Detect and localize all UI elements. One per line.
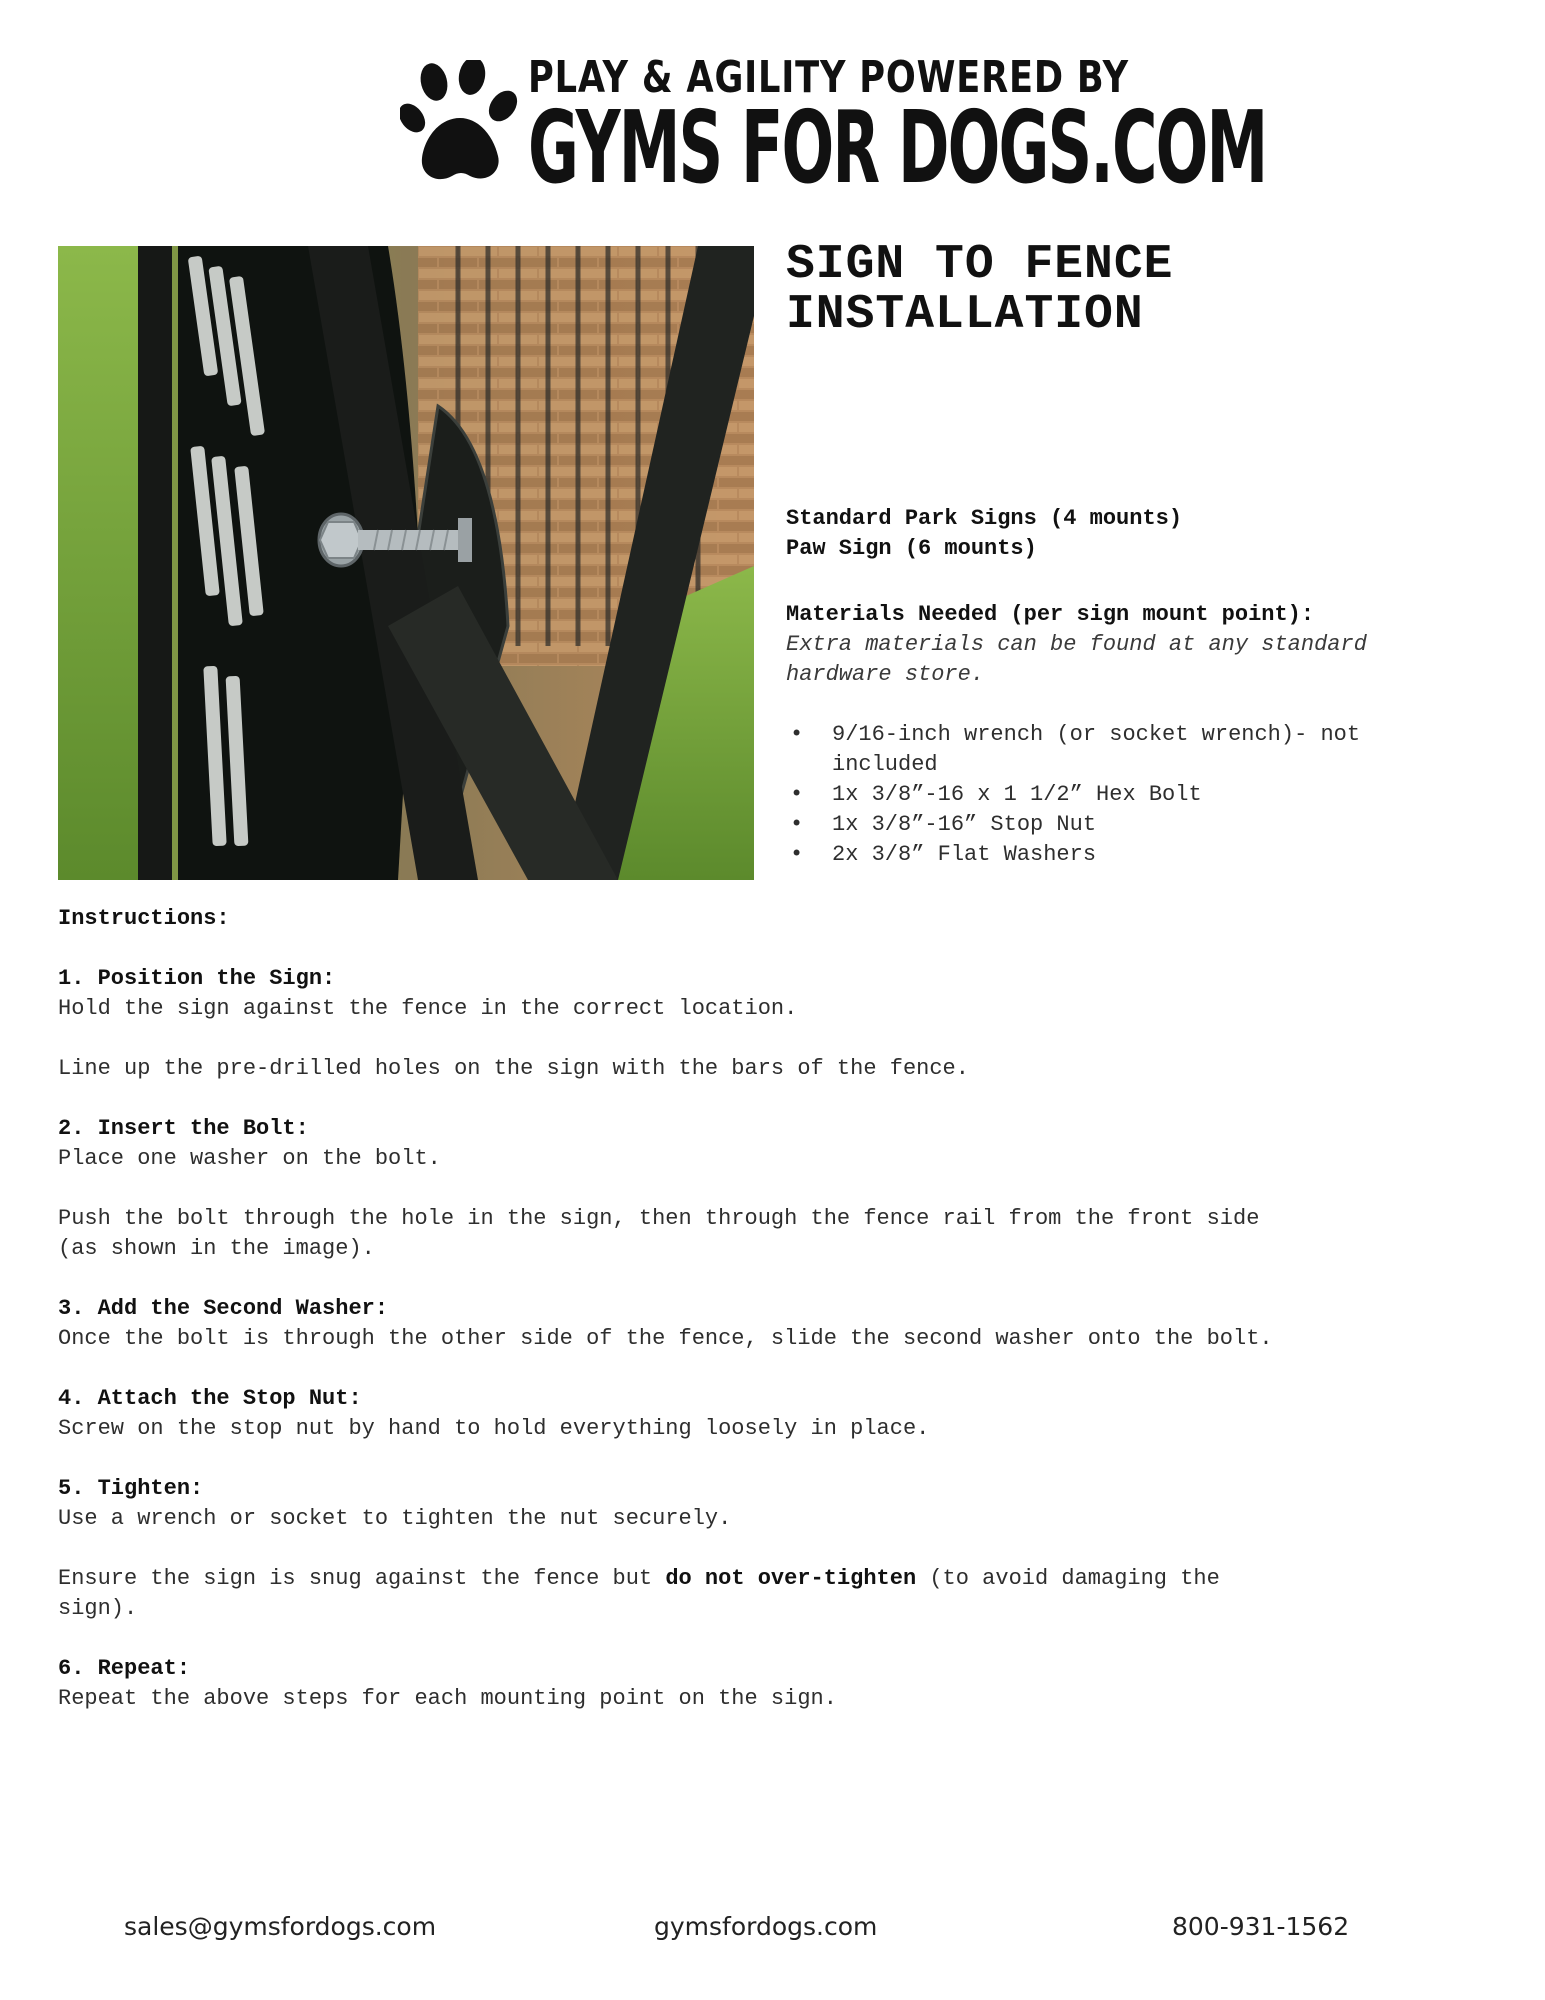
sign-type-paw: Paw Sign (6 mounts) — [786, 536, 1037, 561]
step-text-line: (as shown in the image). — [58, 1236, 375, 1261]
step-2 — [58, 1114, 1498, 1264]
step-title: 3. Add the Second Washer: — [58, 1296, 389, 1321]
materials-note-line-2: hardware store. — [786, 662, 985, 687]
step-text-line: Push the bolt through the hole in the sign, then through the fence rail from the front side — [58, 1206, 1260, 1231]
logo-brand-name: GYMS FOR DOGS.COM — [528, 89, 1267, 206]
step-6 — [58, 1654, 1498, 1714]
step-text: Once the bolt is through the other side of the fence, slide the second washer onto the bolt. — [58, 1326, 1273, 1351]
paw-print-icon — [400, 60, 520, 186]
step-text: Use a wrench or socket to tighten the nut securely. — [58, 1506, 732, 1531]
instructions-section — [58, 904, 1498, 1744]
step-text — [58, 1564, 1498, 1624]
step-text: Screw on the stop nut by hand to hold everything loosely in place. — [58, 1416, 930, 1441]
materials-section — [786, 600, 1486, 690]
step-title: 4. Attach the Stop Nut: — [58, 1386, 362, 1411]
installation-photo — [58, 246, 754, 880]
footer-website-link[interactable]: gymsfordogs.com — [654, 1912, 878, 1941]
step-text-pre: Ensure the sign is snug against the fence but — [58, 1566, 666, 1591]
bullet-icon: • — [790, 722, 804, 747]
title-line-1: SIGN TO FENCE — [786, 238, 1174, 292]
material-text: 1x 3/8”-16 x 1 1/2” Hex Bolt — [832, 782, 1202, 807]
step-title: 2. Insert the Bolt: — [58, 1116, 309, 1141]
logo-tagline: PLAY & AGILITY POWERED BY — [528, 52, 1129, 103]
list-item — [786, 720, 1486, 780]
bullet-icon: • — [790, 842, 804, 867]
step-title: 5. Tighten: — [58, 1476, 204, 1501]
instructions-heading: Instructions: — [58, 906, 230, 931]
list-item — [786, 780, 1486, 810]
material-text: 1x 3/8”-16” Stop Nut — [832, 812, 1097, 837]
step-3 — [58, 1294, 1498, 1354]
step-title: 6. Repeat: — [58, 1656, 191, 1681]
title-line-2: INSTALLATION — [786, 288, 1144, 342]
step-text-post: (to avoid damaging the — [916, 1566, 1220, 1591]
step-1 — [58, 964, 1498, 1084]
step-text: Repeat the above steps for each mounting point on the sign. — [58, 1686, 837, 1711]
brand-logo — [400, 52, 1267, 206]
footer-phone-link[interactable]: 800-931-1562 — [1172, 1912, 1350, 1941]
step-5 — [58, 1474, 1498, 1624]
list-item — [786, 810, 1486, 840]
footer-email-link[interactable]: sales@gymsfordogs.com — [124, 1912, 437, 1941]
sign-type-standard: Standard Park Signs (4 mounts) — [786, 506, 1183, 531]
bullet-icon: • — [790, 812, 804, 837]
sign-types — [786, 504, 1486, 564]
materials-note-line-1: Extra materials can be found at any standard — [786, 632, 1367, 657]
list-item — [786, 840, 1486, 870]
step-4 — [58, 1384, 1498, 1444]
step-text — [58, 1204, 1498, 1264]
step-text: Hold the sign against the fence in the correct location. — [58, 996, 798, 1021]
material-text-cont: included — [832, 752, 938, 777]
materials-heading: Materials Needed (per sign mount point): — [786, 602, 1315, 627]
step-text: Line up the pre-drilled holes on the sign with the bars of the fence. — [58, 1056, 969, 1081]
warning-emphasis: do not over-tighten — [665, 1566, 917, 1591]
page-title — [786, 240, 1346, 340]
step-text: Place one washer on the bolt. — [58, 1146, 441, 1171]
step-text-line: sign). — [58, 1596, 138, 1621]
material-text: 2x 3/8” Flat Washers — [832, 842, 1097, 867]
material-text: 9/16-inch wrench (or socket wrench)- not — [832, 722, 1361, 747]
step-title: 1. Position the Sign: — [58, 966, 336, 991]
materials-list — [786, 720, 1486, 870]
bullet-icon: • — [790, 782, 804, 807]
